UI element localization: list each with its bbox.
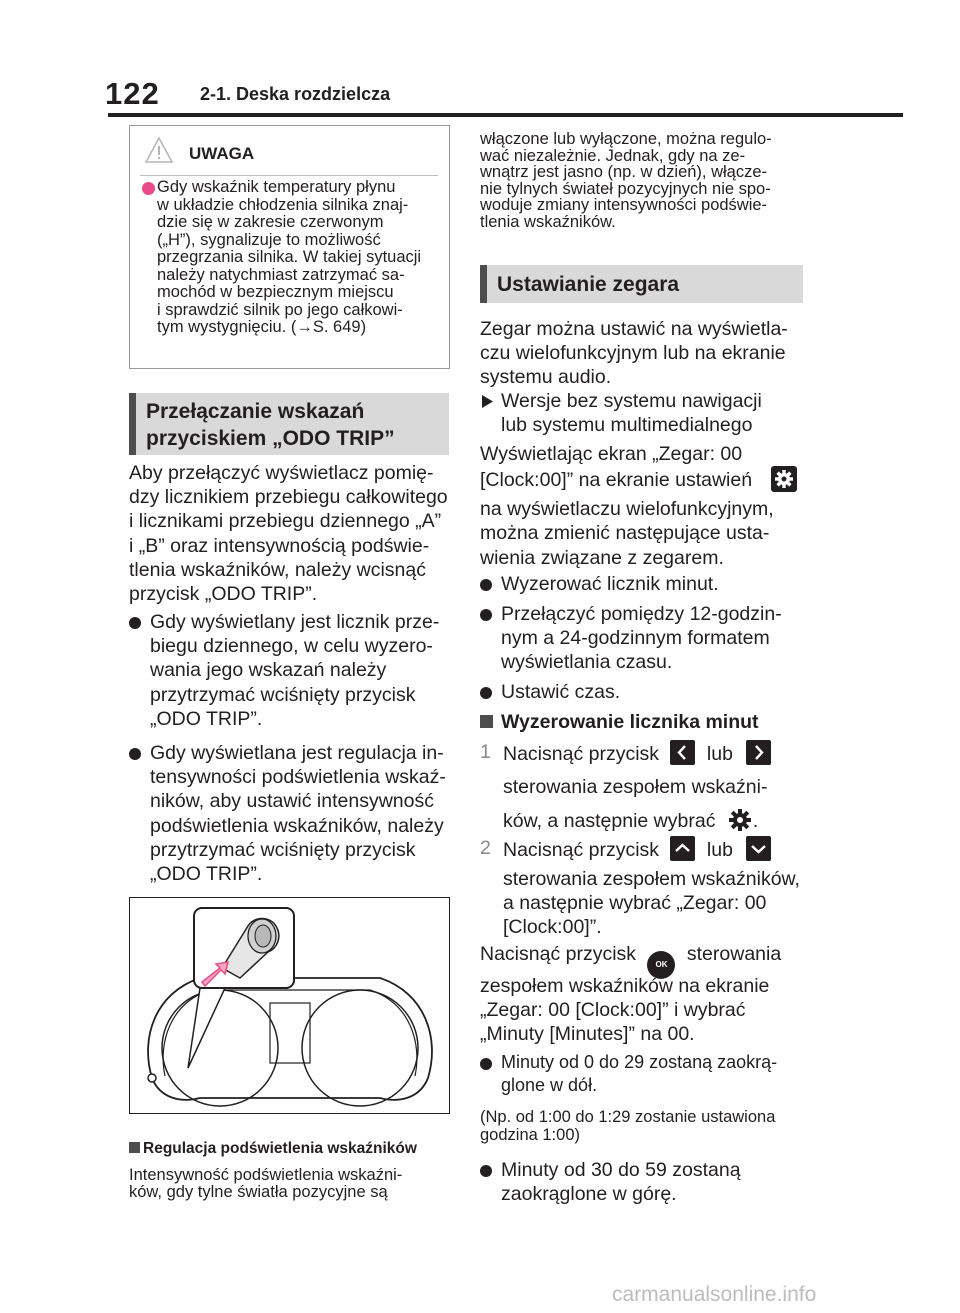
text-line: „Minuty [Minutes]” na 00. <box>480 1023 695 1046</box>
instrument-cluster-figure <box>129 897 450 1114</box>
warning-title: UWAGA <box>189 144 255 163</box>
text-line: Przełączyć pomiędzy 12-godzin- <box>501 603 782 625</box>
step-number: 1 <box>480 741 491 763</box>
text-line: a następnie wybrać „Zegar: 00 <box>503 892 767 915</box>
warning-line: tym wystygnięciu. (→S. 649) <box>157 318 367 336</box>
text-line: sterowania zespołem wskaźni- <box>503 776 768 798</box>
text-line: Nacisnąć przycisk <box>503 743 660 765</box>
text-line: Minuty od 0 do 29 zostaną zaokrą- <box>501 1052 778 1072</box>
warning-body <box>140 179 446 337</box>
text-line: Minuty od 30 do 59 zostaną <box>501 1159 741 1181</box>
bullet-dot-icon <box>480 609 492 621</box>
left-bullet-2 <box>129 741 454 886</box>
bullet-dot-icon <box>480 687 492 699</box>
right-continuation <box>480 131 810 230</box>
text-line: nie tylnych świateł pozycyjnych nie spo- <box>480 179 771 198</box>
right-bullet-3 <box>480 680 810 704</box>
text-line: dzy licznikiem przebiegu całkowitego <box>129 486 448 509</box>
gear-icon <box>727 807 753 833</box>
right-para-3 <box>480 942 810 1047</box>
text-line: lub systemu multimedialnego <box>501 414 753 437</box>
text-line: biegu dziennego, w celu wyzero- <box>150 635 433 658</box>
text-line: przycisk „ODO TRIP”. <box>129 583 318 606</box>
text-line: i licznikami przebiegu dziennego „A” <box>129 510 442 533</box>
warning-line: i sprawdzić silnik po jego całkowi- <box>157 300 403 319</box>
right-para-2 <box>480 442 810 570</box>
text-line: lub <box>706 743 733 765</box>
text-line: na wyświetlaczu wielofunkcyjnym, <box>480 498 774 521</box>
warning-header <box>130 126 449 174</box>
text-line: wienia związane z zegarem. <box>480 546 724 569</box>
text-line: przytrzymać wciśnięty przycisk <box>150 838 416 861</box>
text-line: „ODO TRIP”. <box>150 707 263 730</box>
text-line: i „B” oraz intensywnością podświe- <box>129 534 430 557</box>
text-line: lub <box>706 839 733 861</box>
heading-line: Przełączanie wskazań <box>146 400 365 423</box>
step-number: 2 <box>480 837 491 859</box>
heading-odo-trip <box>129 393 449 455</box>
right-bullet-4 <box>480 1051 810 1097</box>
warning-line: Gdy wskaźnik temperatury płynu <box>157 178 396 196</box>
text-line: Gdy wyświetlana jest regulacja in- <box>150 742 444 764</box>
header-rule <box>108 113 903 117</box>
text-line: tlenia wskaźników, należy wcisnąć <box>129 558 426 581</box>
text-line: wać niezależnie. Jednak, gdy na ze- <box>480 146 746 165</box>
text-line: tensywności podświetlenia wskaź- <box>150 766 446 789</box>
heading-line: przyciskiem „ODO TRIP” <box>146 427 395 450</box>
gear-icon <box>771 466 797 492</box>
text-line: zaokrąglone w górę. <box>501 1183 677 1206</box>
section-title: 2-1. Deska rozdzielcza <box>200 84 391 104</box>
text-line: Wyświetlając ekran „Zegar: 00 <box>480 443 743 465</box>
text-line: Zegar można ustawić na wyświetla- <box>480 318 788 340</box>
text-line: woduje zmiany intensywności podświe- <box>480 196 768 214</box>
warning-box <box>129 125 450 369</box>
step-1 <box>480 740 810 837</box>
text-line: . <box>752 810 759 833</box>
right-intro <box>480 317 810 390</box>
bullet-dot-icon <box>480 579 492 591</box>
footer-watermark: carmanualsonline.info <box>612 1283 817 1306</box>
bullet-dot-icon <box>480 1165 492 1177</box>
left-bullet-1 <box>129 610 454 731</box>
text-line: zespołem wskaźników na ekranie <box>480 975 770 997</box>
up-arrow-button-icon <box>670 836 695 861</box>
left-intro <box>129 461 454 606</box>
ok-button-icon: OK <box>647 951 675 979</box>
text-line: czu wielofunkcyjnym lub na ekranie <box>480 342 786 365</box>
text-line: (Np. od 1:00 do 1:29 zostanie ustawiona <box>480 1108 776 1126</box>
text-line: Intensywność podświetlenia wskaźni- <box>129 1166 403 1184</box>
text-line: glone w dół. <box>501 1075 598 1095</box>
text-line: wnątrz jest jasno (np. w dzień), włącze- <box>480 163 768 181</box>
text-line: Nacisnąć przycisk <box>480 943 637 965</box>
down-arrow-button-icon <box>746 836 771 861</box>
text-line: Wersje bez systemu nawigacji <box>501 390 762 412</box>
text-line: wania jego wskazań należy <box>150 659 387 682</box>
text-line: podświetlenia wskaźników, należy <box>150 814 444 837</box>
text-line: nym a 24-godzinnym formatem <box>501 627 770 650</box>
text-line: Ustawić czas. <box>501 681 621 703</box>
left-arrow-button-icon <box>670 740 695 765</box>
text-line: [Clock:00]” na ekranie ustawień <box>480 469 753 492</box>
sub-heading-text: Wyzerowanie licznika minut <box>501 711 759 733</box>
text-line: ków, gdy tylne światła pozycyjne są <box>129 1182 388 1201</box>
text-line: ków, a następnie wybrać <box>503 810 716 833</box>
text-line: Nacisnąć przycisk <box>503 839 660 861</box>
sub-heading-text: Regulacja podświetlenia wskaźników <box>143 1140 417 1157</box>
right-bullet-2 <box>480 602 810 675</box>
example-note <box>480 1108 810 1144</box>
warning-line: należy natychmiast zatrzymać sa- <box>157 265 405 284</box>
text-line: wyświetlania czasu. <box>501 651 673 674</box>
warning-line: przegrzania silnika. W takiej sytuacji <box>157 248 422 266</box>
sub-heading-regulacja <box>129 1140 417 1158</box>
text-line: sterowania zespołem wskaźników, <box>503 868 800 890</box>
text-line: „ODO TRIP”. <box>150 863 263 886</box>
warning-line: dzie się w zakresie czerwonym <box>157 213 384 231</box>
text-line: przytrzymać wciśnięty przycisk <box>150 683 416 706</box>
warning-line: („H”), sygnalizuje to możliwość <box>157 230 381 249</box>
heading-zegar: Ustawianie zegara <box>480 265 803 303</box>
text-line: Wyzerować licznik minut. <box>501 573 719 595</box>
text-line: godzina 1:00) <box>480 1126 580 1144</box>
text-line: „Zegar: 00 [Clock:00]” i wybrać <box>480 999 746 1022</box>
right-bullet-5 <box>480 1158 810 1206</box>
cluster-illustration <box>130 898 449 1113</box>
bullet-dot-icon <box>480 1058 492 1070</box>
square-bullet-icon <box>129 1142 140 1153</box>
step-2 <box>480 836 810 940</box>
sub-heading-wyzerowanie <box>480 711 759 734</box>
text-line: można zmienić następujące usta- <box>480 522 770 545</box>
sub-text <box>129 1167 459 1200</box>
text-line: Gdy wyświetlany jest licznik prze- <box>150 611 440 633</box>
right-arrow-button-icon <box>746 740 771 765</box>
variant-note <box>480 389 810 437</box>
bullet-dot-icon <box>129 748 141 760</box>
square-bullet-icon <box>480 715 493 728</box>
bullet-dot-icon <box>129 617 141 629</box>
page-number: 122 <box>105 76 160 111</box>
triangle-right-icon <box>482 395 493 408</box>
text-line: sterowania <box>686 943 782 965</box>
text-line: systemu audio. <box>480 366 612 389</box>
text-line: włączone lub wyłączone, można regulo- <box>480 130 772 148</box>
right-bullet-1 <box>480 572 810 596</box>
pink-bullet-icon <box>142 182 155 195</box>
text-line: [Clock:00]”. <box>503 916 602 939</box>
warning-line: mochód w bezpiecznym miejscu <box>157 283 394 301</box>
warning-line: w układzie chłodzenia silnika znaj- <box>157 195 409 214</box>
text-line: Aby przełączyć wyświetlacz pomię- <box>129 462 434 484</box>
text-line: tlenia wskaźników. <box>480 212 616 231</box>
warning-triangle-icon <box>144 136 174 164</box>
text-line: ników, aby ustawić intensywność <box>150 790 434 813</box>
